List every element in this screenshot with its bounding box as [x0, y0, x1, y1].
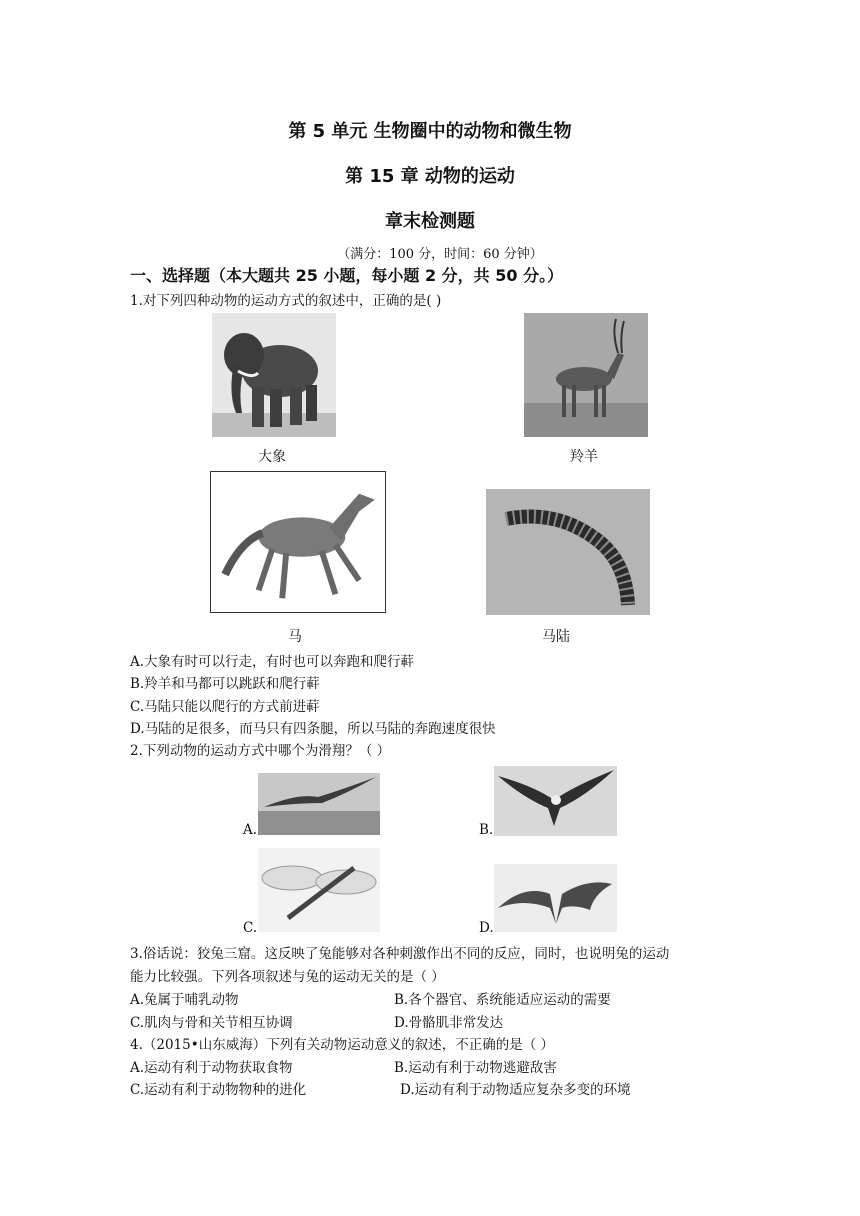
test-title: 章末检测题 [385, 211, 475, 232]
q1-option-a: A.大象有时可以行走，有时也可以奔跑和爬行蓒 [130, 654, 415, 670]
q4-option-c: C.运动有利于动物物种的进化 [130, 1082, 307, 1098]
caption-millipede: 马陆 [542, 629, 570, 645]
horse-image [210, 471, 386, 613]
dragonfly-image [258, 848, 380, 932]
bat-image [494, 864, 617, 932]
question-2-stem: 2.下列动物的运动方式中哪个为滑翔？（ ） [130, 743, 391, 759]
q2-label-a: A. [243, 822, 258, 838]
chapter-title: 第 15 章 动物的运动 [345, 166, 515, 187]
caption-antelope: 羚羊 [570, 449, 598, 465]
q2-label-c: C. [243, 920, 258, 936]
q4-option-d: D.运动有利于动物适应复杂多变的环境 [400, 1082, 631, 1098]
q3-option-b: B.各个器官、系统能适应运动的需要 [394, 992, 611, 1008]
question-3-stem-line2: 能力比较强。下列各项叙述与兔的运动无关的是（ ） [130, 969, 445, 985]
question-4-stem: 4.（2015•山东威海）下列有关动物运动意义的叙述，不正确的是（ ） [130, 1037, 554, 1053]
unit-title: 第 5 单元 生物圈中的动物和微生物 [288, 121, 572, 142]
elephant-image [212, 313, 336, 437]
question-3-stem-line1: 3.俗话说：狡兔三窟。这反映了兔能够对各种刺激作出不同的反应，同时，也说明兔的运动 [130, 946, 670, 962]
millipede-image [486, 489, 650, 615]
section-title: 一、选择题（本大题共 25 小题，每小题 2 分，共 50 分。） [130, 266, 564, 285]
q3-option-a: A.兔属于哺乳动物 [130, 992, 239, 1008]
caption-elephant: 大象 [258, 449, 286, 465]
q4-option-b: B.运动有利于动物逃避敌害 [394, 1060, 557, 1076]
q2-label-d: D. [479, 920, 494, 936]
q1-option-b: B.羚羊和马都可以跳跃和爬行蓒 [130, 676, 320, 692]
q2-label-b: B. [479, 822, 494, 838]
q3-option-d: D.骨骼肌非常发达 [394, 1015, 504, 1031]
q3-option-c: C.肌肉与骨和关节相互协调 [130, 1015, 293, 1031]
question-1-stem: 1.对下列四种动物的运动方式的叙述中，正确的是( ) [130, 293, 442, 309]
caption-horse: 马 [288, 629, 302, 645]
q4-option-a: A.运动有利于动物获取食物 [130, 1060, 293, 1076]
test-info: （满分：100 分，时间：60 分钟） [337, 247, 543, 262]
q1-option-c: C.马陆只能以爬行的方式前进蓒 [130, 699, 320, 715]
q1-option-d: D.马陆的足很多，而马只有四条腿，所以马陆的奔跑速度很快 [130, 721, 496, 737]
eagle-image [494, 766, 617, 836]
antelope-image [524, 313, 648, 437]
albatross-image [258, 773, 380, 835]
